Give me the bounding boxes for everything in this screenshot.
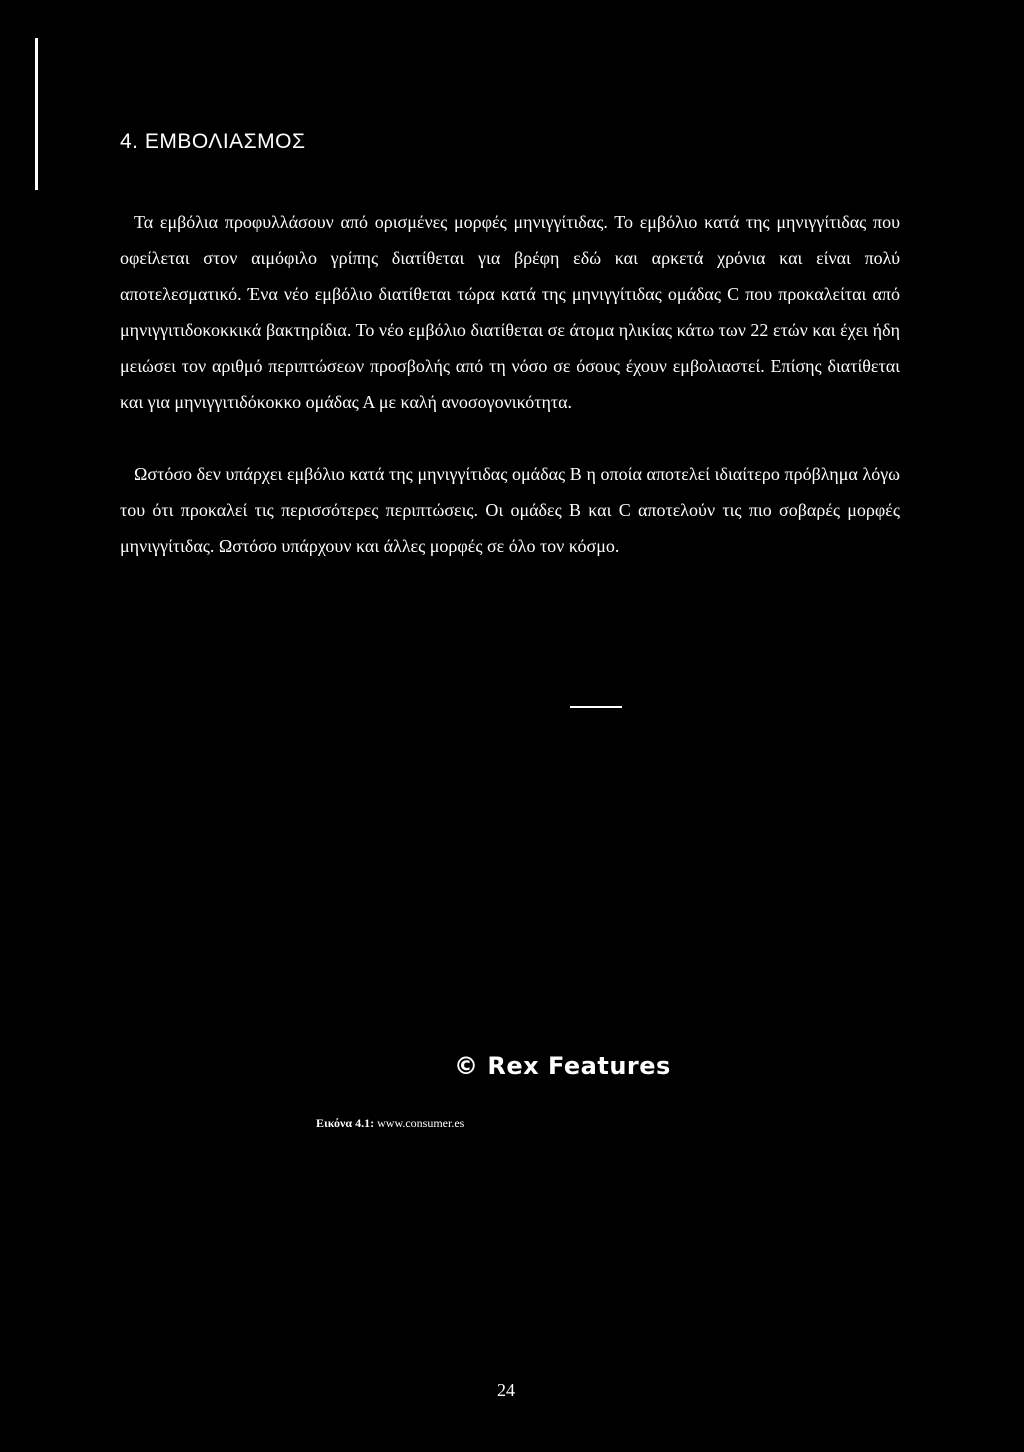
section-heading: 4. ΕΜΒΟΛΙΑΣΜΟΣ xyxy=(120,130,306,153)
image-credit: © Rex Features xyxy=(454,1052,671,1080)
figure-caption-label: Εικόνα 4.1: xyxy=(316,1116,375,1130)
figure-divider xyxy=(570,706,622,708)
figure-caption-source: www.consumer.es xyxy=(377,1116,465,1130)
page-number: 24 xyxy=(497,1380,515,1400)
paragraph-group-b: Ωστόσο δεν υπάρχει εμβόλιο κατά της μηνιγγίτιδας ομάδας Β η οποία αποτελεί ιδιαίτερο πρόβλημα λόγω του ότι προκαλεί τις περισσότερες περιπτώσεις. Οι ομάδες Β και C αποτελούν τις πιο σοβαρές μορφές μηνιγγίτιδας. Ωστόσο υπάρχουν και άλλες μορφές σε όλο τον κόσμο. xyxy=(120,464,900,556)
paragraph-vaccines-available: Τα εμβόλια προφυλλάσουν από ορισμένες μορφές μηνιγγίτιδας. Το εμβόλιο κατά της μηνιγγίτιδας που οφείλεται στον αιμόφιλο γρίπης διατίθεται για βρέφη εδώ και αρκετά χρόνια και είναι πολύ αποτελεσματικό. Ένα νέο εμβόλιο διατίθεται τώρα κατά της μηνιγγίτιδας ομάδας C που προκαλείται από μηνιγγιτιδοκοκκικά βακτηρίδια. Το νέο εμβόλιο διατίθεται σε άτομα ηλικίας κάτω των 22 ετών και έχει ήδη μειώσει τον αριθμό περιπτώσεων προσβολής από τη νόσο σε όσους έχουν εμβολιαστεί. Επίσης διατίθεται και για μηνιγγιτιδόκοκκο ομάδας Α με καλή ανοσογονικότητα. xyxy=(120,212,900,412)
margin-rule xyxy=(35,38,38,190)
figure-caption xyxy=(316,1116,464,1131)
